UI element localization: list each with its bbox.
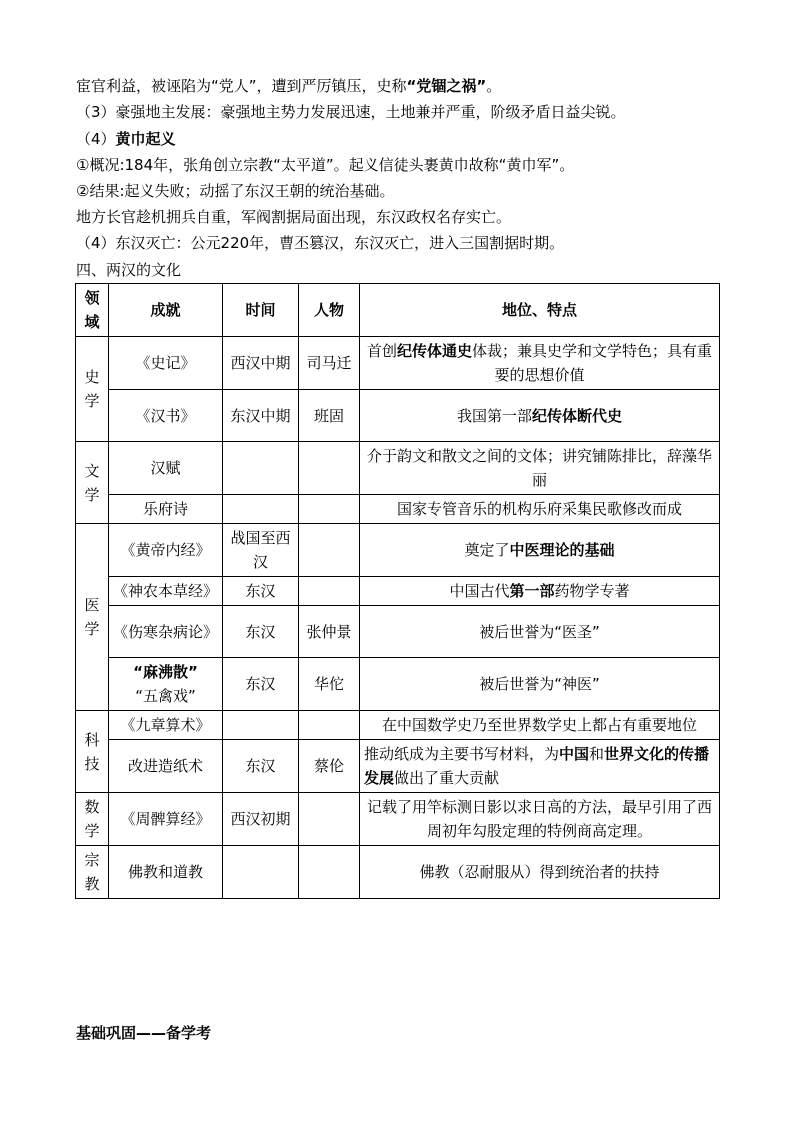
culture-table: [75, 283, 720, 899]
time-cell: 东汉: [223, 740, 299, 793]
term-danggu: “党锢之祸”: [406, 77, 487, 95]
person-cell: [299, 846, 360, 899]
status-cell: 奠定了中医理论的基础: [360, 524, 720, 577]
status-cell: 首创纪传体通史体裁；兼具史学和文学特色；具有重要的思想价值: [360, 337, 720, 390]
work-cell: 《伤寒杂病论》: [109, 606, 223, 658]
intro-line-4: ①概况:184年，张角创立宗教“太平道”。起义信徒头裹黄巾故称“黄巾军”。: [76, 156, 575, 174]
work-cell: 《黄帝内经》: [109, 524, 223, 577]
person-cell: [299, 442, 360, 495]
time-cell: 东汉: [223, 577, 299, 606]
time-cell: 东汉: [223, 606, 299, 658]
person-cell: [299, 495, 360, 524]
intro-line-2: （3）豪强地主发展：豪强地主势力发展迅速，土地兼并严重，阶级矛盾日益尖锐。: [76, 103, 626, 121]
domain-literature: 文学: [76, 442, 109, 524]
domain-history: 史学: [76, 337, 109, 442]
status-cell: 国家专管音乐的机构乐府采集民歌修改而成: [360, 495, 720, 524]
person-cell: 司马迁: [299, 337, 360, 390]
domain-religion: 宗教: [76, 846, 109, 899]
person-cell: [299, 711, 360, 740]
intro-line-7: （4）东汉灭亡：公元220年，曹丕篡汉，东汉灭亡，进入三国割据时期。: [76, 234, 565, 252]
header-domain: 领域: [76, 284, 109, 337]
table-row: [76, 442, 720, 495]
intro-line-5: ②结果:起义失败；动摇了东汉王朝的统治基础。: [76, 182, 395, 200]
status-cell: 推动纸成为主要书写材料，为中国和世界文化的传播发展做出了重大贡献: [360, 740, 720, 793]
table-row: [76, 793, 720, 846]
time-cell: 东汉中期: [223, 390, 299, 442]
table-row: [76, 337, 720, 390]
person-cell: [299, 577, 360, 606]
table-row: [76, 846, 720, 899]
person-cell: 张仲景: [299, 606, 360, 658]
work-cell: 改进造纸术: [109, 740, 223, 793]
intro-line-3: [76, 129, 176, 149]
status-cell: 被后世誉为“神医”: [360, 658, 720, 711]
intro-text: 。: [486, 77, 502, 95]
work-cell: 佛教和道教: [109, 846, 223, 899]
status-cell: 我国第一部纪传体断代史: [360, 390, 720, 442]
table-row: [76, 577, 720, 606]
work-cell: “麻沸散” “五禽戏”: [109, 658, 223, 711]
work-cell: 乐府诗: [109, 495, 223, 524]
table-row: [76, 658, 720, 711]
work-cell: 《九章算术》: [109, 711, 223, 740]
table-row: [76, 524, 720, 577]
time-cell: 西汉初期: [223, 793, 299, 846]
table-row: [76, 711, 720, 740]
intro-line-6: 地方长官趁机拥兵自重，军阀割据局面出现，东汉政权名存实亡。: [76, 208, 512, 226]
time-cell: 西汉中期: [223, 337, 299, 390]
work-cell: 汉赋: [109, 442, 223, 495]
time-cell: 东汉: [223, 658, 299, 711]
footer-heading: 基础巩固——备学考: [76, 1024, 212, 1042]
table-row: [76, 495, 720, 524]
term-huangjin: 黄巾起义: [115, 130, 176, 148]
status-cell: 中国古代第一部药物学专著: [360, 577, 720, 606]
domain-medicine: 医学: [76, 524, 109, 711]
work-cell: 《神农本草经》: [109, 577, 223, 606]
table-row: [76, 740, 720, 793]
status-cell: 被后世誉为“医圣”: [360, 606, 720, 658]
time-cell: [223, 495, 299, 524]
status-cell: 在中国数学史乃至世界数学史上都占有重要地位: [360, 711, 720, 740]
person-cell: 蔡伦: [299, 740, 360, 793]
domain-tech: 科技: [76, 711, 109, 793]
header-status: 地位、特点: [360, 284, 720, 337]
time-cell: [223, 711, 299, 740]
person-cell: 华佗: [299, 658, 360, 711]
table-header-row: [76, 284, 720, 337]
status-cell: 介于韵文和散文之间的文体；讲究铺陈排比，辞藻华丽: [360, 442, 720, 495]
work-cell: 《周髀算经》: [109, 793, 223, 846]
time-cell: 战国至西汉: [223, 524, 299, 577]
work-cell: 《汉书》: [109, 390, 223, 442]
header-achievement: 成就: [109, 284, 223, 337]
person-cell: 班固: [299, 390, 360, 442]
table-row: [76, 606, 720, 658]
status-cell: 佛教（忍耐服从）得到统治者的扶持: [360, 846, 720, 899]
person-cell: [299, 524, 360, 577]
intro-text: 宦官利益，被诬陷为“党人”，遭到严厉镇压，史称: [76, 77, 407, 95]
table-row: [76, 390, 720, 442]
header-person: 人物: [299, 284, 360, 337]
status-cell: 记载了用竿标测日影以求日高的方法，最早引用了西周初年勾股定理的特例商高定理。: [360, 793, 720, 846]
intro-text: （4）: [76, 130, 116, 148]
work-cell: 《史记》: [109, 337, 223, 390]
domain-math: 数学: [76, 793, 109, 846]
person-cell: [299, 793, 360, 846]
section-heading: 四、两汉的文化: [76, 261, 182, 279]
intro-line-1: [76, 76, 501, 96]
time-cell: [223, 442, 299, 495]
time-cell: [223, 846, 299, 899]
header-time: 时间: [223, 284, 299, 337]
